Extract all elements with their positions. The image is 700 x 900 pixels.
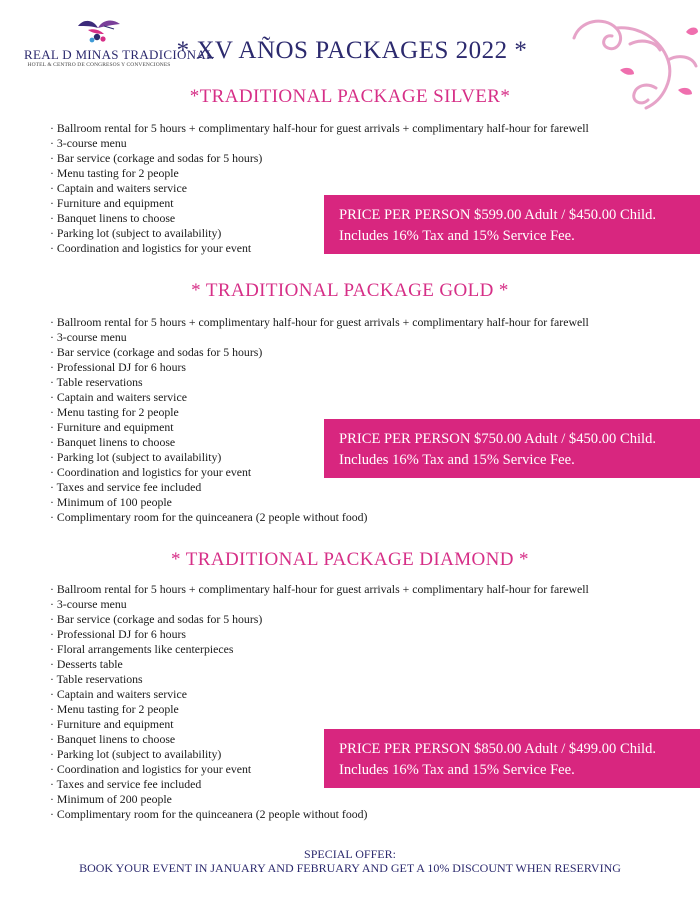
list-item: · Complimentary room for the quinceanera (2 people without food)	[50, 807, 589, 822]
list-item: · Floral arrangements like centerpieces	[50, 642, 589, 657]
list-item: · Coordination and logistics for your event	[50, 762, 589, 777]
list-item: · Captain and waiters service	[50, 390, 589, 405]
list-item: · Complimentary room for the quinceanera (2 people without food)	[50, 510, 589, 525]
list-item: · Captain and waiters service	[50, 687, 589, 702]
page-title: * XV AÑOS PACKAGES 2022 *	[176, 37, 528, 64]
list-item: · Parking lot (subject to availability)	[50, 226, 589, 241]
package-title-diamond: * TRADITIONAL PACKAGE DIAMOND *	[171, 549, 529, 570]
list-item: · Professional DJ for 6 hours	[50, 627, 589, 642]
list-item: · Ballroom rental for 5 hours + complimentary half-hour for guest arrivals + complimentary half-hour for farewell	[50, 121, 589, 136]
list-item: · Taxes and service fee included	[50, 777, 589, 792]
hotel-logo	[24, 16, 215, 72]
list-item: · Furniture and equipment	[50, 420, 589, 435]
price-tax-note: Includes 16% Tax and 15% Service Fee.	[339, 452, 575, 468]
special-offer-heading: SPECIAL OFFER:	[304, 847, 396, 861]
list-item: · Banquet linens to choose	[50, 732, 589, 747]
list-item: · Table reservations	[50, 375, 589, 390]
price-box-diamond	[324, 729, 700, 788]
price-box-gold	[324, 419, 700, 478]
list-item: · Minimum of 100 people	[50, 495, 589, 510]
list-item: · Table reservations	[50, 672, 589, 687]
list-item: · Parking lot (subject to availability)	[50, 747, 589, 762]
list-item: · Minimum of 200 people	[50, 792, 589, 807]
list-item: · Parking lot (subject to availability)	[50, 450, 589, 465]
price-tax-note: Includes 16% Tax and 15% Service Fee.	[339, 762, 575, 778]
list-item: · Banquet linens to choose	[50, 211, 589, 226]
list-item: · Menu tasting for 2 people	[50, 702, 589, 717]
list-item: · Menu tasting for 2 people	[50, 166, 589, 181]
list-item: · 3-course menu	[50, 330, 589, 345]
special-offer-text: BOOK YOUR EVENT IN JANUARY AND FEBRUARY AND GET A 10% DISCOUNT WHEN RESERVING	[79, 861, 621, 875]
list-item: · Furniture and equipment	[50, 717, 589, 732]
list-item: · 3-course menu	[50, 136, 589, 151]
list-item: · Ballroom rental for 5 hours + complimentary half-hour for guest arrivals + complimentary half-hour for farewell	[50, 315, 589, 330]
package-title-silver: *TRADITIONAL PACKAGE SILVER*	[189, 86, 511, 107]
logo-name: REAL D MINAS TRADICIONAL	[24, 47, 215, 62]
logo-subtitle: HOTEL & CENTRO DE CONGRESOS Y CONVENCIONES	[27, 62, 171, 68]
list-item: · Menu tasting for 2 people	[50, 405, 589, 420]
price-line: PRICE PER PERSON $599.00 Adult / $450.00 Child.	[339, 207, 657, 223]
list-item: · Taxes and service fee included	[50, 480, 589, 495]
list-item: · Captain and waiters service	[50, 181, 589, 196]
price-line: PRICE PER PERSON $750.00 Adult / $450.00 Child.	[339, 431, 657, 447]
price-box-silver	[324, 195, 700, 254]
list-item: · Coordination and logistics for your event	[50, 241, 589, 256]
list-item: · Coordination and logistics for your event	[50, 465, 589, 480]
list-item: · Bar service (corkage and sodas for 5 hours)	[50, 151, 589, 166]
list-item: · Furniture and equipment	[50, 196, 589, 211]
list-item: · Ballroom rental for 5 hours + complimentary half-hour for guest arrivals + complimentary half-hour for farewell	[50, 582, 589, 597]
package-title-gold: * TRADITIONAL PACKAGE GOLD *	[191, 280, 509, 301]
list-item: · 3-course menu	[50, 597, 589, 612]
list-item: · Desserts table	[50, 657, 589, 672]
price-line: PRICE PER PERSON $850.00 Adult / $499.00 Child.	[339, 741, 657, 757]
hummingbird-flower-icon	[70, 16, 128, 46]
list-item: · Professional DJ for 6 hours	[50, 360, 589, 375]
price-tax-note: Includes 16% Tax and 15% Service Fee.	[339, 228, 575, 244]
special-offer	[0, 847, 700, 875]
list-item: · Banquet linens to choose	[50, 435, 589, 450]
list-item: · Bar service (corkage and sodas for 5 hours)	[50, 612, 589, 627]
list-item: · Bar service (corkage and sodas for 5 hours)	[50, 345, 589, 360]
